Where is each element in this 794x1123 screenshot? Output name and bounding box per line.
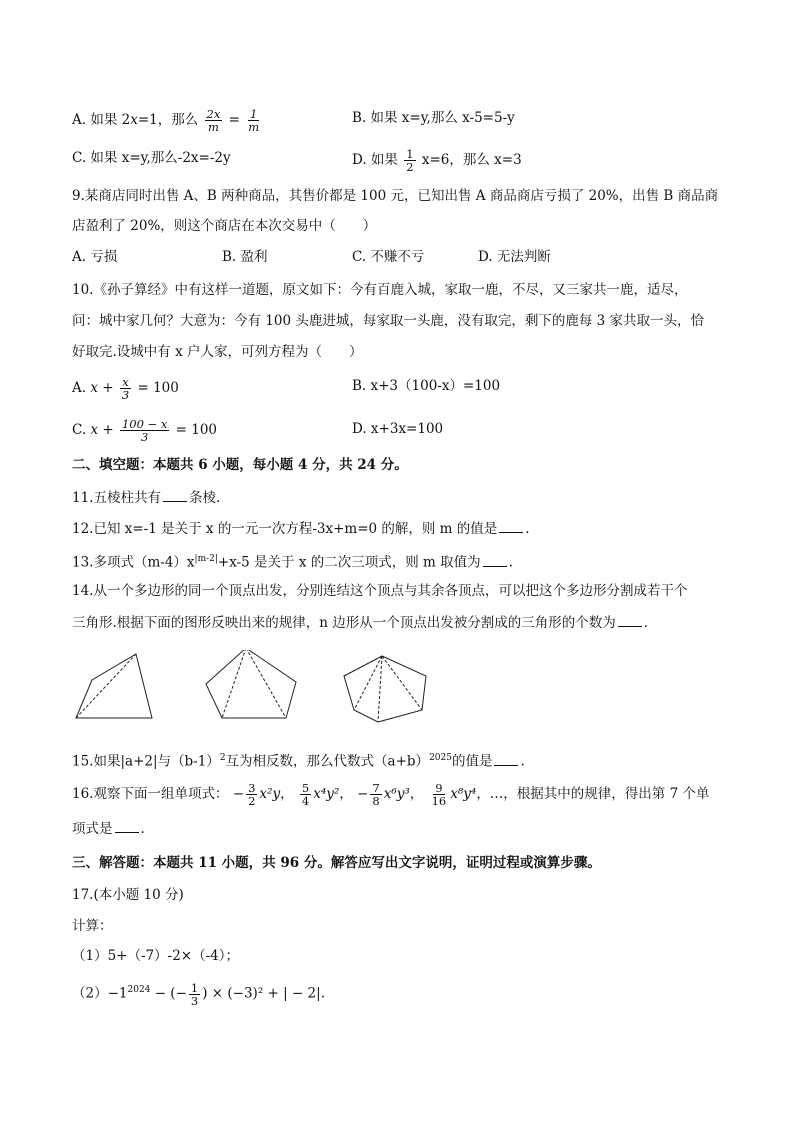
q9-option-b: B. 盈利	[222, 249, 268, 265]
polygon-diagonals-figure	[70, 650, 450, 725]
q9-option-c: C. 不赚不亏	[352, 249, 425, 265]
q13: 13.多项式$(m-4)x^{|m-2|}+x-5$ 是关于 x 的二次三项式，则 m 取值为 .	[72, 549, 513, 573]
answer-blank	[494, 751, 518, 766]
q10-stem-line3: 好取完.设城中有 x 户人家，可列方程为（ ）	[72, 344, 363, 360]
fraction: $\frac{2x}{m}$	[206, 107, 221, 134]
fraction: $\frac{3}{2}$	[248, 781, 256, 808]
section-2-heading: 二、填空题：本题共 6 小题，每小题 4 分，共 24 分。	[72, 457, 408, 473]
q10-option-a: A. x + $\frac{x}{3}$ = 100	[72, 375, 179, 402]
fraction: $\frac{100 - x}{3}$	[121, 417, 168, 444]
answer-blank	[115, 818, 139, 833]
q11: 11.五棱柱共有 条棱.	[72, 487, 220, 508]
fraction: $\frac{1}{2}$	[406, 147, 414, 174]
answer-blank	[499, 518, 523, 533]
q10-stem-line2: 问：城中家几何？大意为：今有 100 头鹿进城，每家取一头鹿，没有取完，剩下的鹿每 3 家共取一头，恰	[72, 313, 705, 329]
fraction: $\frac{1}{m}$	[248, 107, 260, 134]
q10-option-c: C. x + $\frac{100 - x}{3}$ = 100	[72, 417, 218, 444]
q15: 15.如果|a+2|与$(b-1)^2$互为相反数，那么代数式$(a+b)^{2025}$的值是 .	[72, 748, 525, 772]
fraction: $\frac{1}{3}$	[190, 980, 199, 1008]
q9-stem-line2: 店盈利了 20%，则这个商店在本次交易中（ ）	[72, 218, 377, 234]
answer-blank	[483, 552, 507, 567]
q9-stem-line1: 9.某商店同时出售 A、B 两种商品，其售价都是 100 元，已知出售 A 商品商店亏损了 20%，出售 B 商品商	[72, 188, 719, 204]
q8-option-d: D. 如果 $\frac{1}{2}$ x=6，那么 x=3	[352, 147, 522, 174]
q10-option-d: D. x+3x=100	[352, 421, 444, 437]
q10-option-b: B. x+3（100-x）=100	[352, 378, 501, 394]
pentagon	[206, 650, 296, 718]
fraction: $\frac{5}{4}$	[301, 781, 310, 808]
q17-instruction: 计算：	[72, 918, 113, 934]
q16-stem-line1: 16.观察下面一组单项式： − $\frac{3}{2}$ x²y， $\frac{5}{4}$ x⁴y²， − $\frac{7}{8}$ x⁶y³， $\frac{9}{16}$ x⁸y⁴，…，根据其中的规律，得出第 7 个单	[72, 781, 710, 808]
q8-option-c: C. 如果 x=y,那么-2x=-2y	[72, 150, 231, 166]
q17-heading: 17.(本小题 10 分)	[72, 887, 184, 903]
q8-option-a: A. 如果 2x=1，那么 $\frac{2x}{m}$ = $\frac{1}{m}$	[72, 107, 260, 134]
q17-part-1: （1）5+（-7）-2×（-4）；	[72, 948, 240, 964]
fraction: $\frac{9}{16}$	[431, 781, 447, 808]
q17-part-2: $(2)-1^{2024}$ − (− $\frac{1}{3}$ ) × (−3)² + | − 2|.	[72, 980, 325, 1008]
q9-option-d: D. 无法判断	[478, 249, 551, 265]
quadrilateral	[76, 654, 152, 718]
section-3-heading: 三、解答题：本题共 11 小题，共 96 分。解答应写出文字说明，证明过程或演算步骤。	[72, 855, 601, 871]
hexagon	[344, 656, 426, 722]
q9-option-a: A. 亏损	[72, 249, 118, 265]
q12: 12.已知 x=-1 是关于 x 的一元一次方程-3x+m=0 的解，则 m 的值是 .	[72, 518, 530, 539]
fraction: $\frac{7}{8}$	[372, 781, 380, 808]
q8-option-b: B. 如果 x=y,那么 x-5=5-y	[352, 110, 515, 126]
q10-stem-line1: 10.《孙子算经》中有这样一道题，原文如下：今有百鹿入城，家取一鹿，不尽，又三家共一鹿，适尽，	[72, 282, 688, 298]
q14-stem-line2: 三角形.根据下面的图形反映出来的规律，n 边形从一个顶点出发被分割成的三角形的个数为 .	[72, 612, 648, 633]
q16-stem-line2: 项式是 .	[72, 818, 145, 839]
q14-stem-line1: 14.从一个多边形的同一个顶点出发，分别连结这个顶点与其余各顶点，可以把这个多边形分割成若干个	[72, 583, 688, 599]
answer-blank	[163, 487, 187, 502]
answer-blank	[618, 612, 642, 627]
fraction: $\frac{x}{3}$	[121, 375, 130, 402]
